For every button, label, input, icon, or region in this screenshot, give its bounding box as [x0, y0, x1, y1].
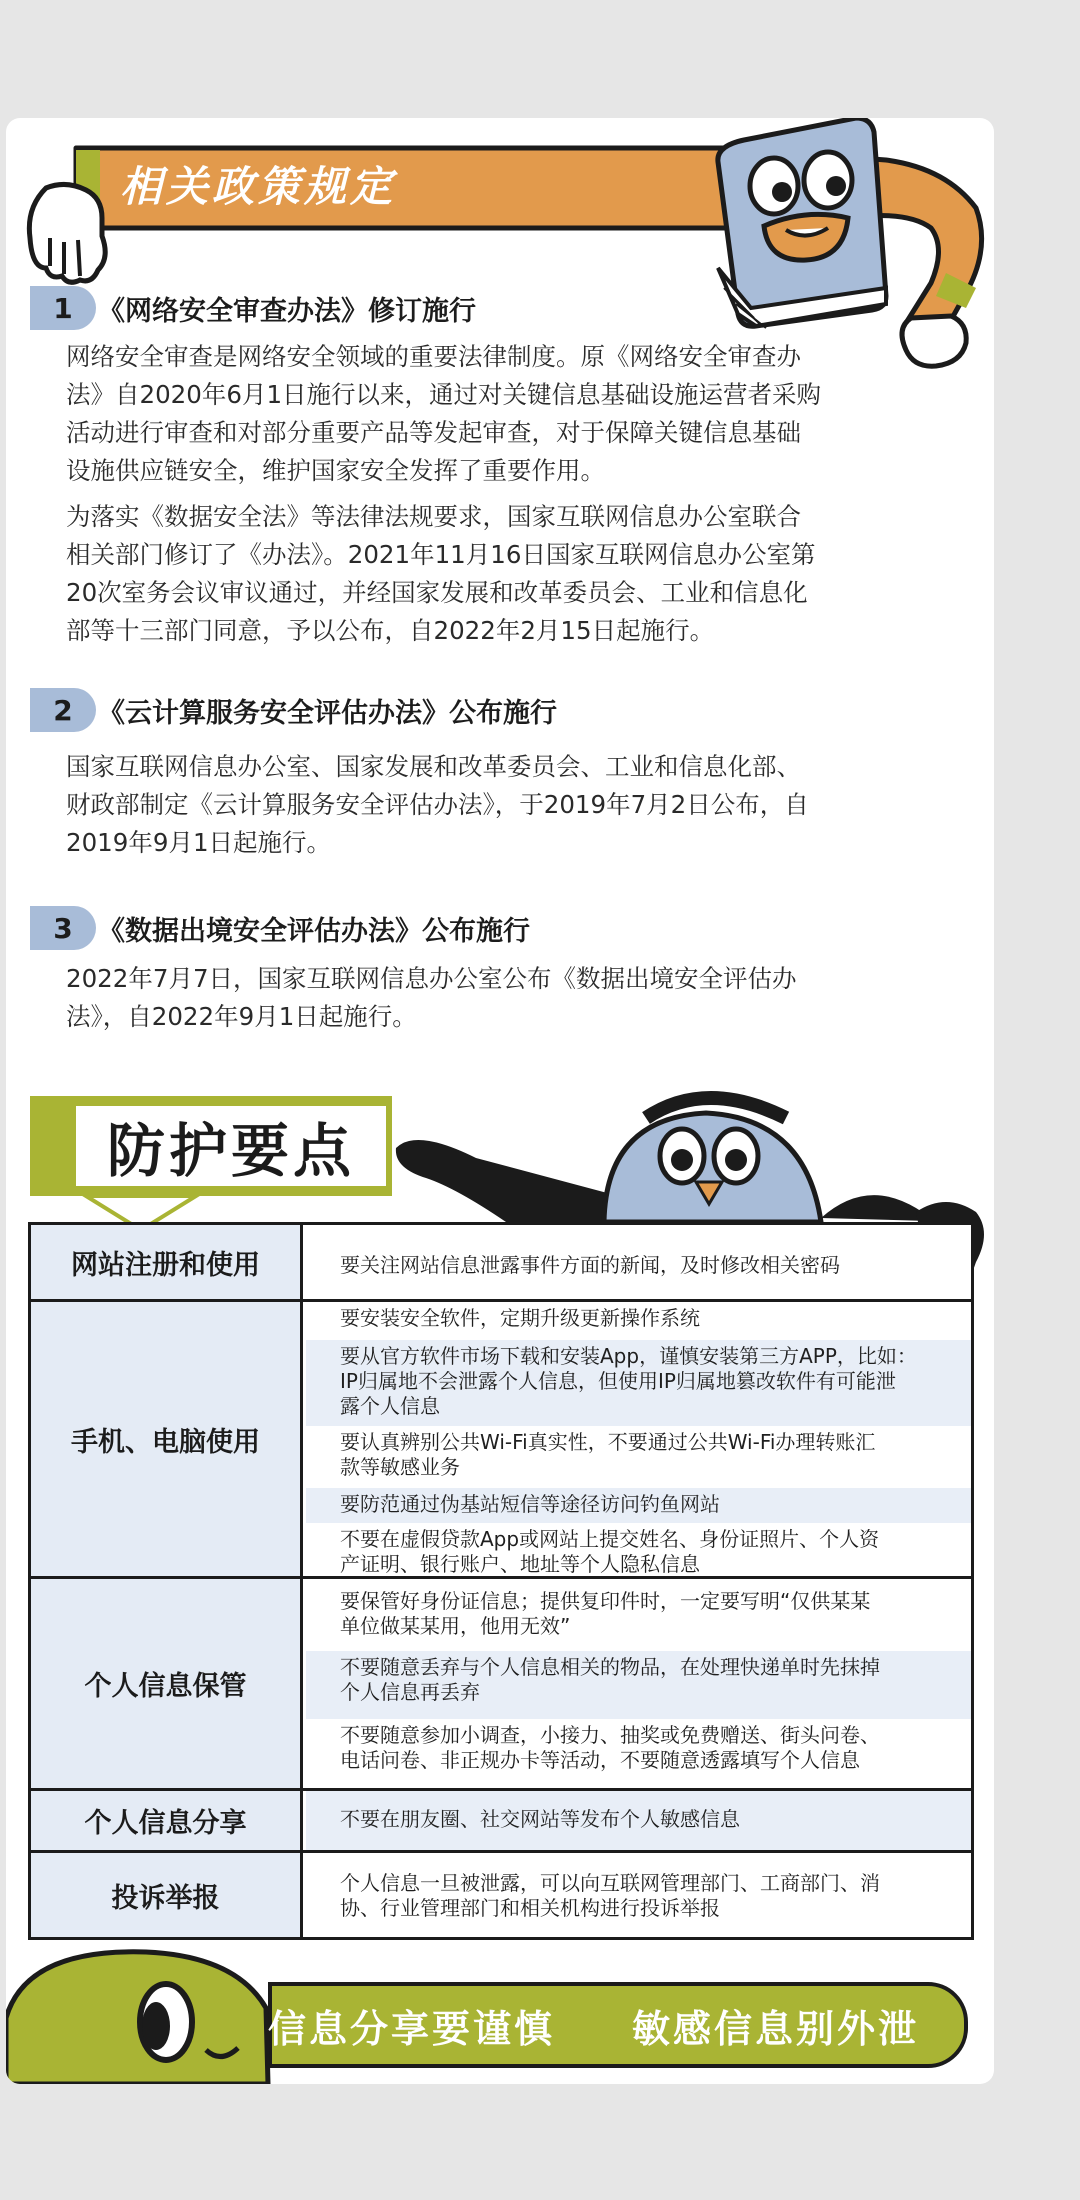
row-item: 要防范通过伪基站短信等途径访问钓鱼网站 [306, 1488, 971, 1523]
row-item: 不要随意丢弃与个人信息相关的物品，在处理快递单时先抹掉 个人信息再丢弃 [306, 1651, 971, 1719]
protection-table [28, 1222, 974, 1940]
row-category: 投诉举报 [31, 1853, 303, 1937]
policy-paragraph: 2022年7月7日，国家互联网信息办公室公布《数据出境安全评估办 法》，自2022年9月1日起施行。 [66, 964, 797, 1031]
policy-title: 相关政策规定 [120, 162, 397, 211]
footer-slogan-left: 信息分享要谨慎 [268, 2007, 556, 2051]
row-item: 要安装安全软件，定期升级更新操作系统 [340, 1306, 700, 1330]
row-item: 要关注网站信息泄露事件方面的新闻，及时修改相关密码 [340, 1253, 840, 1277]
section-number: 2 [30, 688, 96, 732]
table-row [31, 1791, 971, 1853]
table-row [31, 1853, 971, 1937]
table-row [31, 1579, 971, 1791]
policy-paragraph: 国家互联网信息办公室、国家发展和改革委员会、工业和信息化部、 财政部制定《云计算服务安全评估办法》，于2019年7月2日公布，自 2019年9月1日起施行。 [66, 752, 809, 857]
owl-mascot-icon [6, 118, 994, 1228]
row-category: 网站注册和使用 [31, 1225, 303, 1299]
row-category: 个人信息分享 [31, 1791, 303, 1850]
row-item: 不要在虚假贷款App或网站上提交姓名、身份证照片、个人资 产证明、银行账户、地址等个人隐私信息 [340, 1527, 880, 1576]
section-title: 《数据出境安全评估办法》公布施行 [98, 915, 530, 947]
row-item: 要保管好身份证信息；提供复印件时，一定要写明“仅供某某 单位做某某用，他用无效” [340, 1589, 871, 1638]
section-title: 《网络安全审查办法》修订施行 [98, 295, 476, 327]
section-title: 《云计算服务安全评估办法》公布施行 [98, 697, 557, 729]
row-item: 个人信息一旦被泄露，可以向互联网管理部门、工商部门、消 协、行业管理部门和相关机构进行投诉举报 [340, 1871, 880, 1920]
table-row [31, 1302, 971, 1579]
protection-title: 防护要点 [106, 1117, 355, 1185]
policy-paragraph: 为落实《数据安全法》等法律法规要求，国家互联网信息办公室联合 相关部门修订了《办法》。2021年11月16日国家互联网信息办公室第 20次室务会议审议通过，并经国家发展和改革委员会、工业和信息化 部等十三部门同意，予以公布，自2022年2月15日起施行。 [66, 502, 816, 645]
section-number: 3 [30, 906, 96, 950]
policy-paragraph: 网络安全审查是网络安全领域的重要法律制度。原《网络安全审查办 法》自2020年6月1日施行以来，通过对关键信息基础设施运营者采购 活动进行审查和对部分重要产品等发起审查，对于保障关键信息基础 设施供应链安全，维护国家安全发挥了重要作用。 [66, 342, 822, 485]
table-row [31, 1225, 971, 1302]
row-category: 个人信息保管 [31, 1579, 303, 1788]
row-category: 手机、电脑使用 [31, 1302, 303, 1576]
row-item: 要认真辨别公共Wi-Fi真实性，不要通过公共Wi-Fi办理转账汇 款等敏感业务 [340, 1430, 876, 1479]
poster-card [6, 118, 994, 2084]
row-item: 不要在朋友圈、社交网站等发布个人敏感信息 [306, 1791, 971, 1850]
footer-slogan-right: 敏感信息别外泄 [632, 2007, 920, 2051]
section-number: 1 [30, 286, 96, 330]
footer-mascot-icon [6, 1938, 286, 2084]
row-item: 要从官方软件市场下载和安装App，谨慎安装第三方APP，比如： IP归属地不会泄露个人信息，但使用IP归属地篡改软件有可能泄 露个人信息 [306, 1340, 971, 1426]
row-item: 不要随意参加小调查，小接力、抽奖或免费赠送、街头问卷、 电话问卷、非正规办卡等活动，不要随意透露填写个人信息 [340, 1723, 880, 1772]
